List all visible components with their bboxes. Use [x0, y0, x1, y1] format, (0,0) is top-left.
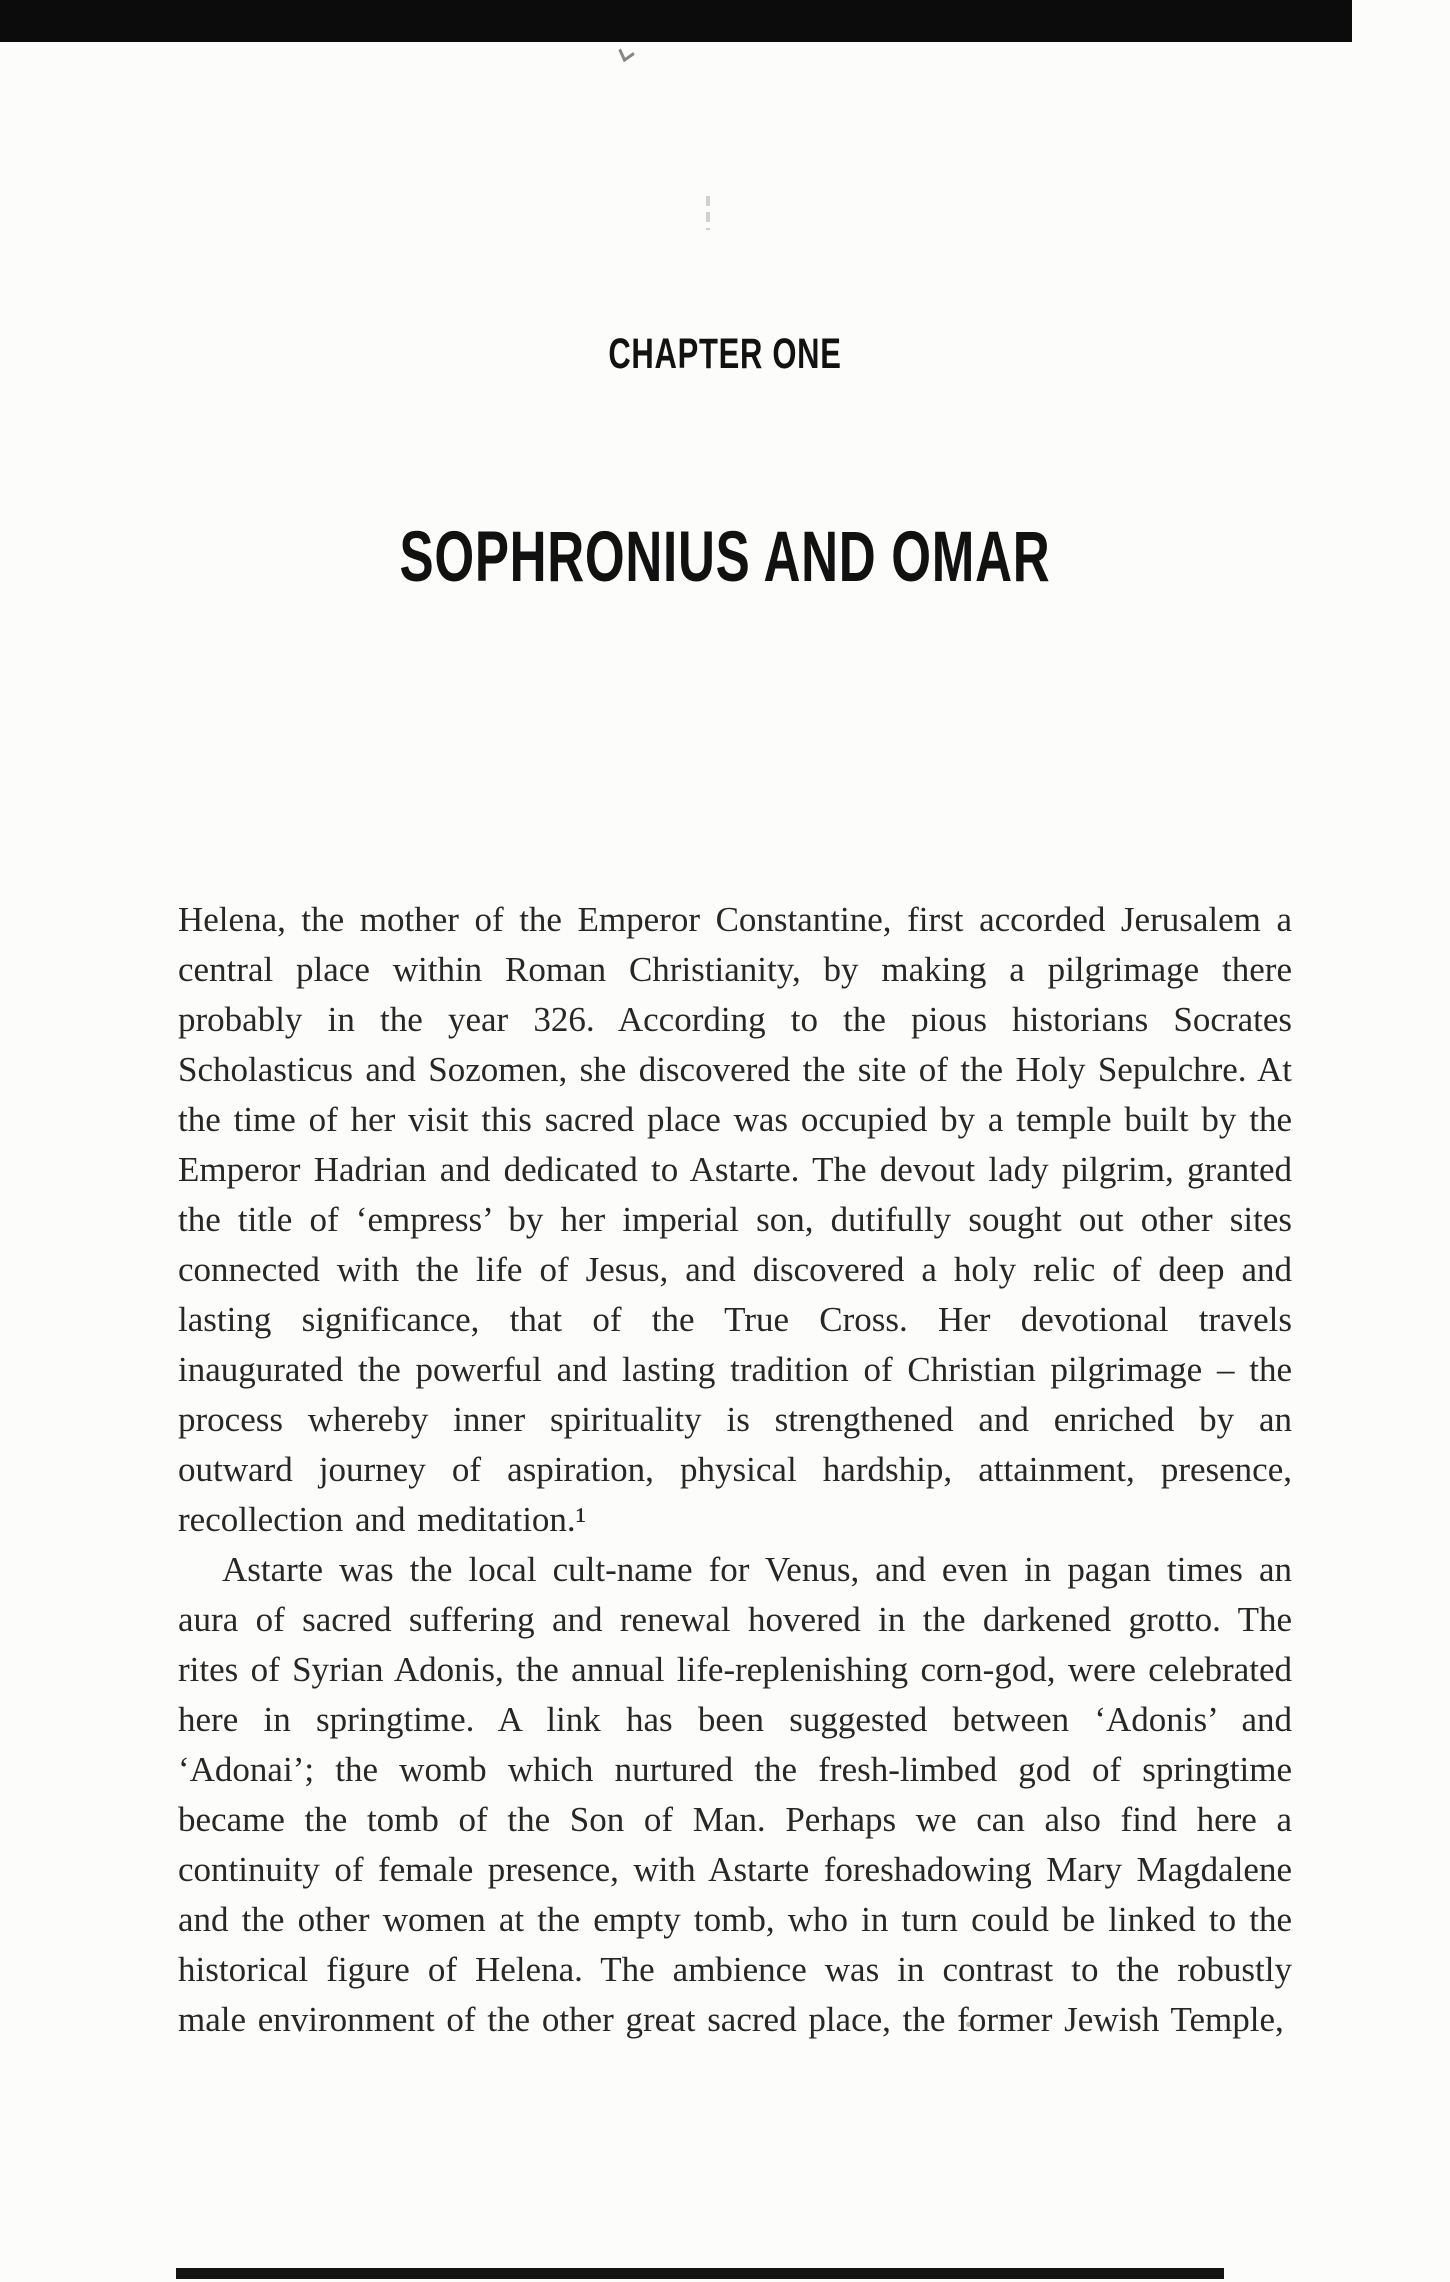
chapter-title: [0, 518, 1450, 598]
body-text-column: [178, 895, 1292, 2045]
scan-artifact-dash-mark: [706, 196, 710, 230]
scan-artifact-bottom-bar: [176, 2268, 1224, 2279]
chapter-title-text: SOPHRONIUS AND OMAR: [399, 518, 1051, 597]
chapter-label: [0, 330, 1450, 378]
scan-artifact-top-bar: [0, 0, 1352, 42]
heading-block: [0, 330, 1450, 598]
chapter-label-text: CHAPTER ONE: [608, 330, 842, 378]
scan-artifact-tick-mark: [618, 43, 634, 62]
paragraph-1: Helena, the mother of the Emperor Constantine, first accorded Jerusalem a central place within Roman Christianity, by making a pilgrimage there probably in the year 326. According to the pious historians Socrates Scholasticus and Sozomen, she discovered the site of the Holy Sepulchre. At the time of her visit this sacred place was occupied by a temple built by the Emperor Hadrian and dedicated to Astarte. The devout lady pilgrim, granted the title of ‘empress’ by her imperial son, dutifully sought out other sites connected with the life of Jesus, and discovered a holy relic of deep and lasting significance, that of the True Cross. Her devotional travels inaugurated the powerful and lasting tradition of Christian pilgrimage – the process whereby inner spirituality is strengthened and enriched by an outward journey of aspiration, physical hardship, attainment, presence, recollection and meditation.¹: [178, 900, 1292, 1539]
paragraph-2: Astarte was the local cult-name for Venus, and even in pagan times an aura of sacred suffering and renewal hovered in the darkened grotto. The rites of Syrian Adonis, the annual life-replenishing corn-god, were celebrated here in springtime. A link has been suggested between ‘Adonis’ and ‘Adonai’; the womb which nurtured the fresh-limbed god of springtime became the tomb of the Son of Man. Perhaps we can also find here a continuity of female presence, with Astarte foreshadowing Mary Magdalene and the other women at the empty tomb, who in turn could be linked to the historical figure of Helena. The ambience was in contrast to the robustly male environment of the other great sacred place, the former Jewish Temple,: [178, 1550, 1292, 2039]
